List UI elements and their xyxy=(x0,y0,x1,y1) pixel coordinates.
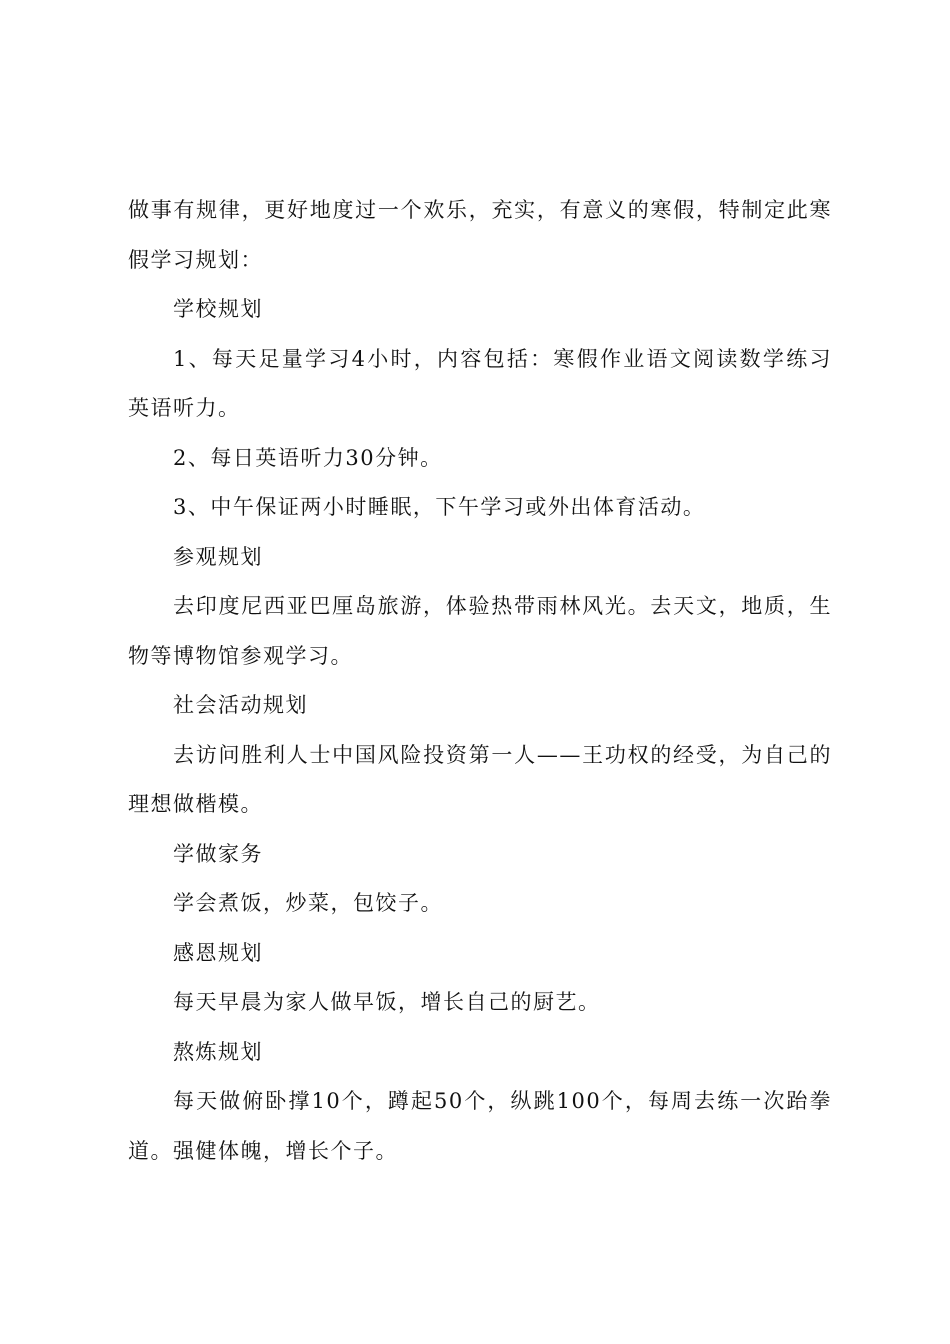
exercise-plan-paragraph: 每天做俯卧撑10个，蹲起50个，纵跳100个，每周去练一次跆拳道。强健体魄，增长个子。 xyxy=(128,1089,832,1163)
section-heading-housework: 学做家务 xyxy=(173,841,263,866)
visit-plan-paragraph: 去印度尼西亚巴厘岛旅游，体验热带雨林风光。去天文，地质，生物等博物馆参观学习。 xyxy=(128,594,832,668)
school-plan-item-3: 3、中午保证两小时睡眠，下午学习或外出体育活动。 xyxy=(173,495,706,519)
housework-paragraph: 学会煮饭，炒菜，包饺子。 xyxy=(173,891,443,915)
section-heading-social-plan: 社会活动规划 xyxy=(173,693,308,717)
section-heading-gratitude-plan: 感恩规划 xyxy=(173,940,263,965)
school-plan-item-2: 2、每日英语听力30分钟。 xyxy=(173,445,443,470)
intro-paragraph: 做事有规律，更好地度过一个欢乐，充实，有意义的寒假，特制定此寒假学习规划： xyxy=(128,198,832,272)
section-heading-school-plan: 学校规划 xyxy=(173,297,263,321)
document-body xyxy=(128,186,832,1176)
school-plan-item-1: 1、每天足量学习4小时，内容包括：寒假作业语文阅读数学练习英语听力。 xyxy=(128,346,832,420)
social-plan-paragraph: 去访问胜利人士中国风险投资第一人——王功权的经受，为自己的理想做楷模。 xyxy=(128,742,832,816)
section-heading-visit-plan: 参观规划 xyxy=(173,544,263,569)
gratitude-plan-paragraph: 每天早晨为家人做早饭，增长自己的厨艺。 xyxy=(173,990,601,1014)
section-heading-exercise-plan: 熬炼规划 xyxy=(173,1039,263,1064)
